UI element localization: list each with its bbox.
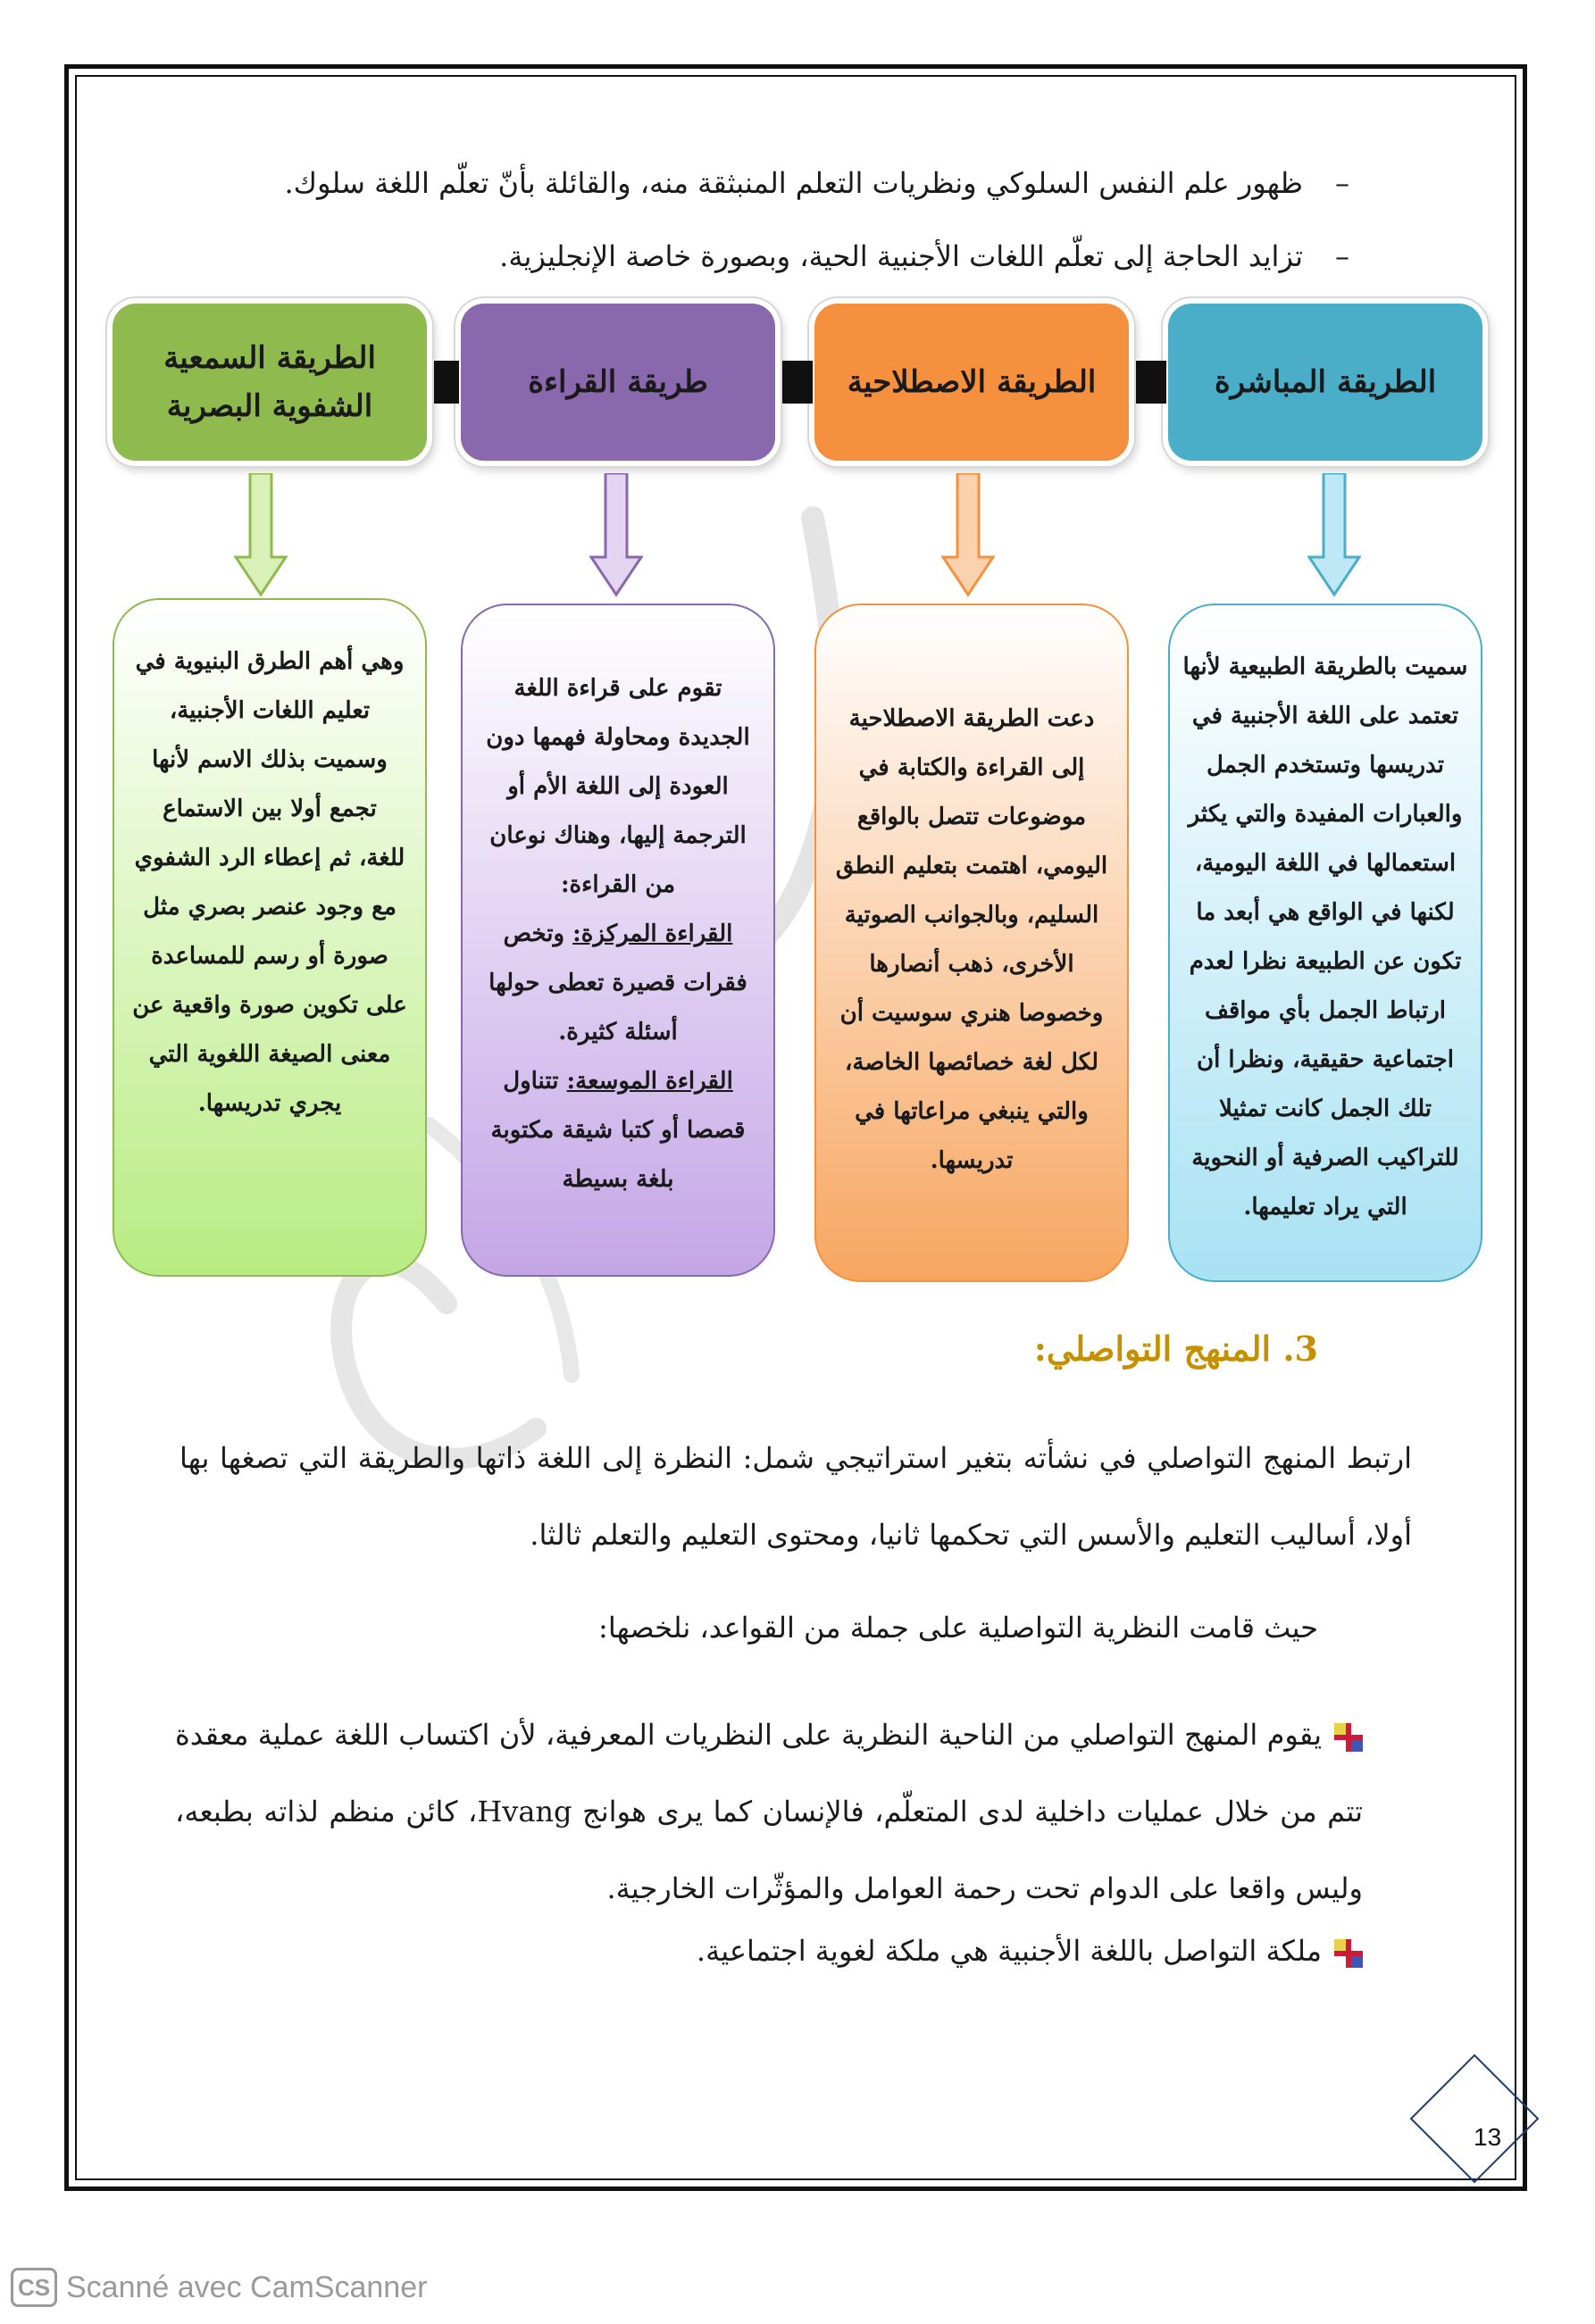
intro-bullet: –ظهور علم النفس السلوكي ونظريات التعلم المنبثقة منه، والقائلة بأنّ تعلّم اللغة سلوك. [284,166,1349,200]
scanner-footer [11,2268,427,2307]
description-box-audio-visual: وهي أهم الطرق البنيوية في تعليم اللغات الأجنبية، وسميت بذلك الاسم لأنها تجمع أولا بين الاستماع للغة، ثم إعطاء الرد الشفوي مع وجود عنصر بصري مثل صورة أو رسم للمساعدة على تكوين صورة واقعية عن معنى الصيغة اللغوية التي يجري تدريسها. [113,598,427,1277]
bullet-cross-icon [1334,1723,1363,1752]
scanner-footer-text: Scanné avec CamScanner [66,2270,428,2304]
description-box-idiomatic: دعت الطريقة الاصطلاحية إلى القراءة والكتابة في موضوعات تتصل بالواقع اليومي، اهتمت بتعليم النطق السليم، وبالجوانب الصوتية الأخرى، ذهب أنصارها وخصوصا هنري سوسيت أن لكل لغة خصائصها الخاصة، والتي ينبغي مراعاتها في تدريسها. [814,604,1129,1282]
section-heading: 3. المنهج التواصلي: [1033,1329,1318,1369]
method-box-reading: طريقة القراءة [461,304,775,461]
connector-block [1131,361,1166,404]
camscanner-logo-icon: CS [11,2268,57,2307]
paragraph-communicative-origin: ارتبط المنهج التواصلي في نشأته بتغير استراتيجي شمل: النظرة إلى اللغة ذاتها والطريقة التي تصغها بها أولا، أساليب التعليم والأسس التي تحكمها ثانيا، ومحتوى التعليم والتعلم ثالثا. [180,1441,1413,1552]
page-number: 13 [1474,2123,1502,2151]
bullet-cross-icon [1334,1939,1363,1968]
connector-block [423,361,459,404]
intro-bullet: –تزايد الحاجة إلى تعلّم اللغات الأجنبية الحية، وبصورة خاصة الإنجليزية. [499,239,1349,273]
down-arrow-icon [589,473,643,598]
description-box-reading: تقوم على قراءة اللغة الجديدة ومحاولة فهمها دون العودة إلى اللغة الأم أو الترجمة إليها، وهناك نوعان من القراءة: القراءة المركزة: وتخص فقرات قصيرة تعطى حولها أسئلة كثيرة. القراءة الموسعة: تتناول قصصا أو كتبا شيقة مكتوبة بلغة بسيطة [461,604,775,1277]
method-box-idiomatic: الطريقة الاصطلاحية [814,304,1129,461]
focused-reading-label: القراءة المركزة: [572,920,733,947]
description-box-direct: سميت بالطريقة الطبيعية لأنها تعتمد على اللغة الأجنبية في تدريسها وتستخدم الجمل والعبارات المفيدة والتي يكثر استعمالها في اللغة اليومية، لكنها في الواقع هي أبعد ما تكون عن الطبيعة نظرا لعدم ارتباط الجمل بأي مواقف اجتماعية حقيقية، ونظرا أن تلك الجمل كانت تمثيلا للتراكيب الصرفية أو النحوية التي يراد تعليمها. [1168,604,1482,1282]
down-arrow-icon [1307,473,1361,598]
connector-block [777,361,813,404]
down-arrow-icon [941,473,995,598]
dash-marker: – [1335,166,1349,200]
dash-marker: – [1335,239,1349,273]
rule-item: يقوم المنهج التواصلي من الناحية النظرية على النظريات المعرفية، لأن اكتساب اللغة عملية معقدة تتم من خلال عمليات داخلية لدى المتعلّم، فالإنسان كما يرى هوانج Hvang، كائن منظم لذاته بطبعه، وليس واقعا على الدوام تحت رحمة العوامل والمؤثّرات الخارجية. [175,1718,1364,1905]
down-arrow-icon [234,473,288,598]
page-number-diamond [1407,2052,1541,2186]
extended-reading-label: القراءة الموسعة: [566,1068,733,1095]
method-box-direct: الطريقة المباشرة [1168,304,1482,461]
paragraph-rules-intro: حيث قامت النظرية التواصلية على جملة من القواعد، نلخصها: [598,1611,1318,1645]
method-box-audio-visual: الطريقة السمعية الشفوية البصرية [113,304,427,461]
rule-item: ملكة التواصل باللغة الأجنبية هي ملكة لغوية اجتماعية. [175,1912,1363,1989]
